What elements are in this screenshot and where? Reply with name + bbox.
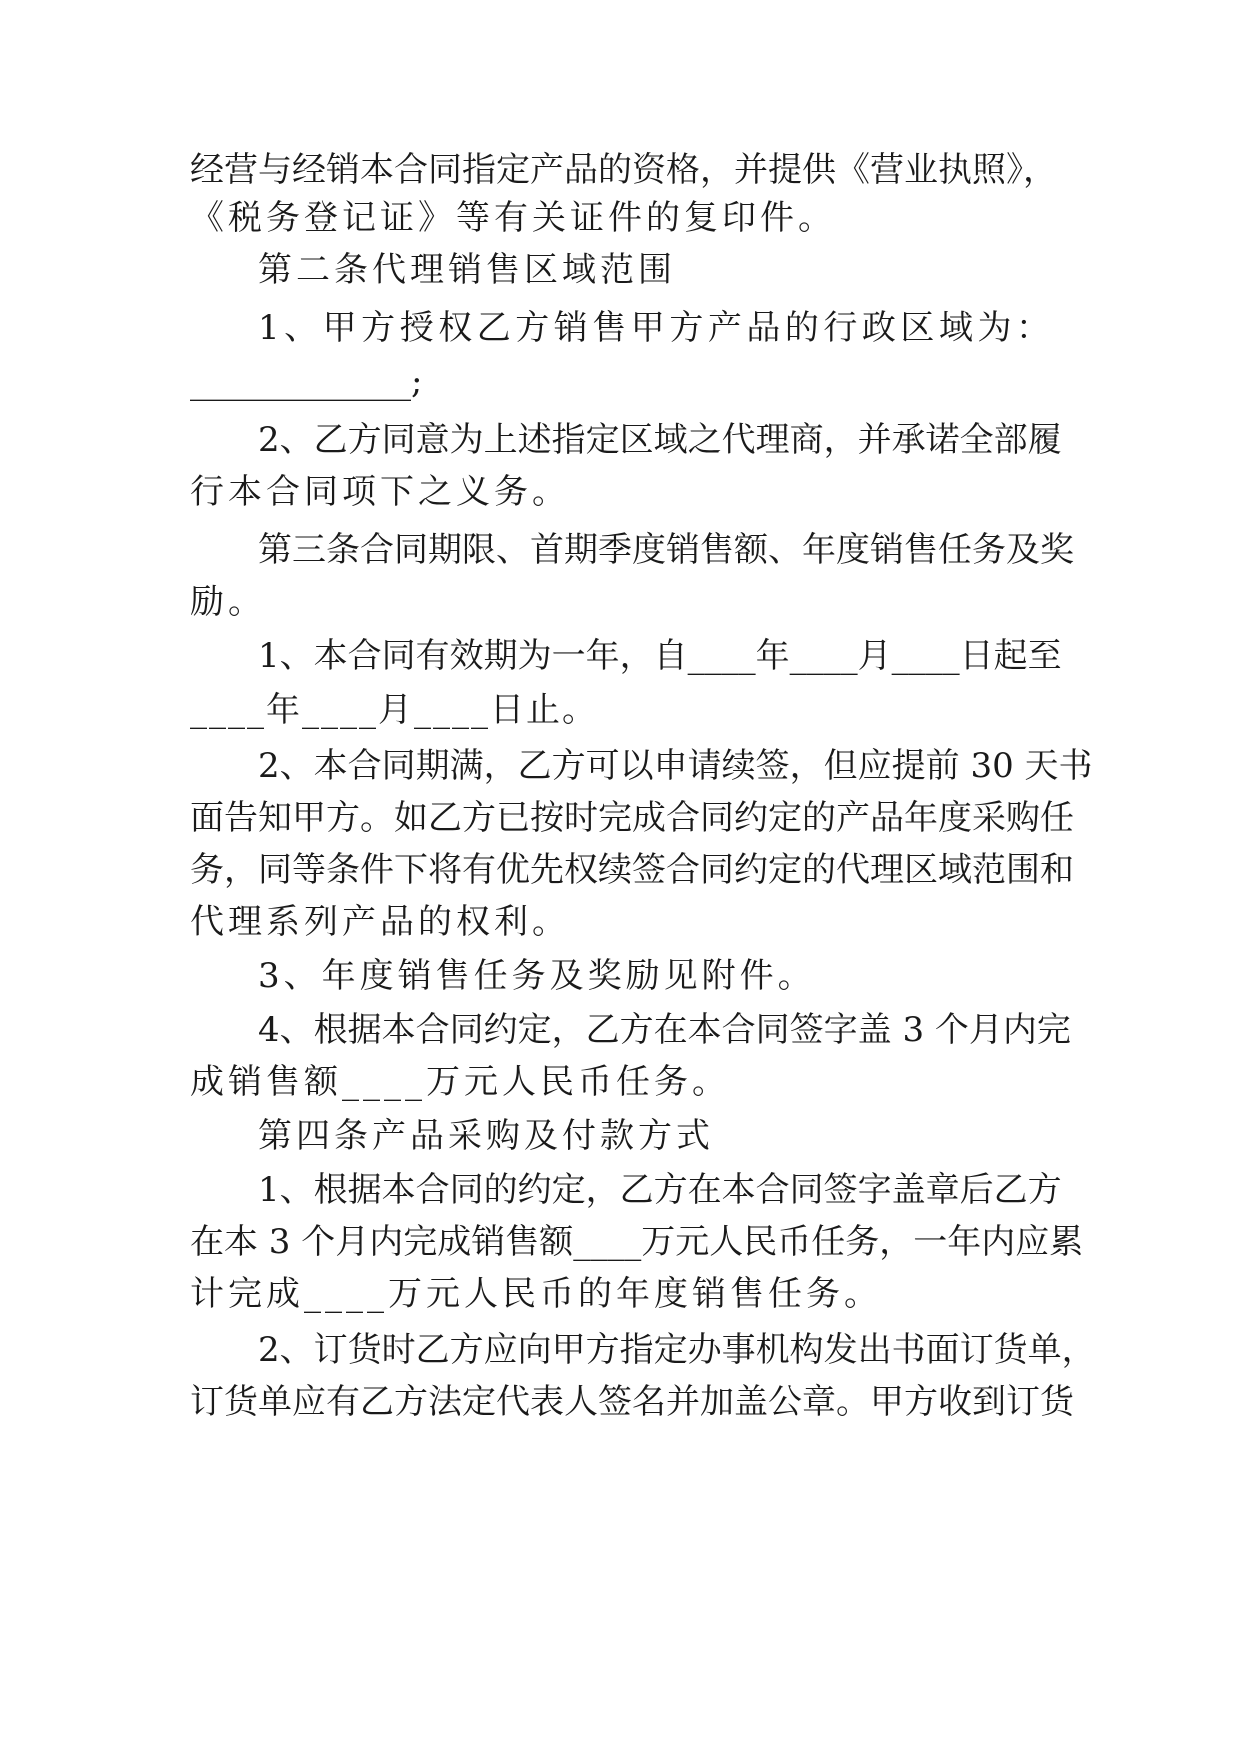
text-line: 励。: [190, 582, 266, 622]
text-line: 代理系列产品的权利。: [190, 902, 570, 942]
blank-field-line: _____________;: [190, 362, 423, 402]
text-line: 在本 3 个月内完成销售额____万元人民币任务，一年内应累: [190, 1222, 1084, 1262]
text-line: 4、根据本合同约定，乙方在本合同签字盖 3 个月内完: [258, 1010, 1071, 1050]
text-line: 订货单应有乙方法定代表人签名并加盖公章。甲方收到订货: [190, 1382, 1074, 1422]
text-line: 1、本合同有效期为一年，自____年____月____日起至: [258, 636, 1062, 676]
text-line: 成销售额____万元人民币任务。: [190, 1062, 730, 1102]
article-heading: 第二条代理销售区域范围: [258, 250, 676, 290]
text-line: 务，同等条件下将有优先权续签合同约定的代理区域范围和: [190, 850, 1074, 890]
text-line: 2、订货时乙方应向甲方指定办事机构发出书面订货单，: [258, 1330, 1096, 1370]
text-line: 3、年度销售任务及奖励见附件。: [258, 956, 816, 996]
text-line: 面告知甲方。如乙方已按时完成合同约定的产品年度采购任: [190, 798, 1074, 838]
text-line: 《税务登记证》等有关证件的复印件。: [190, 198, 836, 238]
article-heading: 第四条产品采购及付款方式: [258, 1116, 714, 1156]
text-line: 1、根据本合同的约定，乙方在本合同签字盖章后乙方: [258, 1170, 1062, 1210]
text-line: ____年____月____日止。: [190, 690, 598, 730]
article-heading: 第三条合同期限、首期季度销售额、年度销售任务及奖: [258, 530, 1074, 570]
text-line: 经营与经销本合同指定产品的资格，并提供《营业执照》，: [190, 150, 1057, 190]
text-line: 1、甲方授权乙方销售甲方产品的行政区域为：: [258, 308, 1050, 348]
text-line: 行本合同项下之义务。: [190, 472, 570, 512]
text-line: 2、本合同期满，乙方可以申请续签，但应提前 30 天书: [258, 746, 1093, 786]
text-line: 计完成____万元人民币的年度销售任务。: [190, 1274, 882, 1314]
text-line: 2、乙方同意为上述指定区域之代理商，并承诺全部履: [258, 420, 1062, 460]
